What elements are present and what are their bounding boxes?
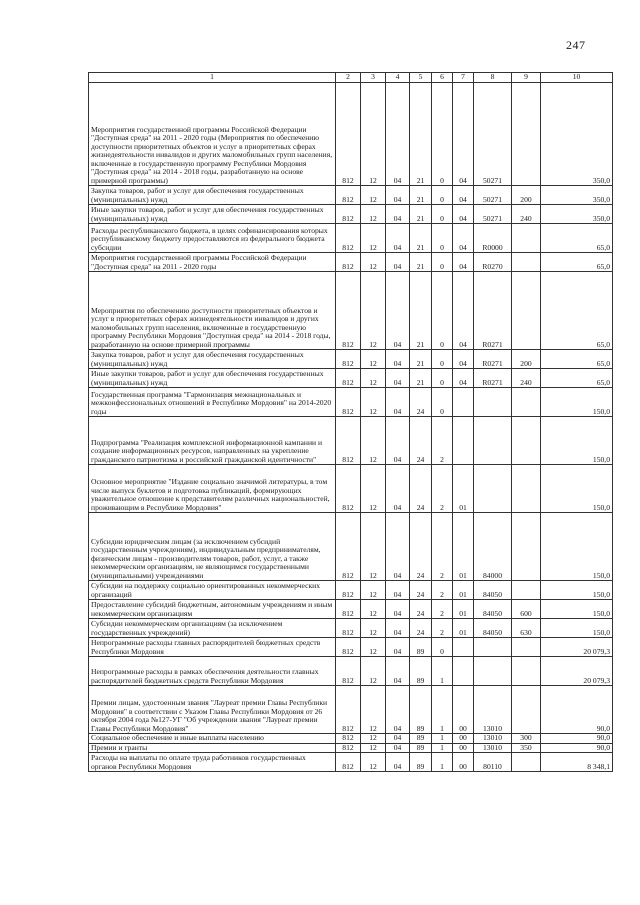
cell-subprogram: 1	[432, 734, 453, 744]
cell-program: 89	[410, 657, 432, 686]
table-row	[89, 753, 613, 772]
cell-program: 24	[410, 619, 432, 638]
cell-subprogram: 2	[432, 581, 453, 600]
cell-measure: 04	[453, 253, 474, 272]
cell-amount: 90,0	[541, 686, 613, 734]
cell-subsection: 04	[386, 272, 410, 350]
cell-expense-type	[512, 388, 541, 417]
cell-subsection: 04	[386, 686, 410, 734]
cell-section: 12	[361, 83, 386, 186]
cell-expense-type	[512, 224, 541, 253]
row-name: Основное мероприятие "Издание социально значимой литературы, в том числе выпуск буклетов и подготовка публикаций, формирующих уважительное отношение к представителям различных национальностей, проживающим в Республике Мордовия"	[89, 465, 336, 513]
cell-code: 812	[336, 272, 361, 350]
cell-measure: 04	[453, 350, 474, 369]
row-name: Закупка товаров, работ и услуг для обеспечения государственных (муниципальных) нужд	[89, 186, 336, 205]
cell-subsection: 04	[386, 350, 410, 369]
cell-code: 812	[336, 83, 361, 186]
table-row	[89, 638, 613, 657]
page-number: 247	[566, 38, 586, 52]
cell-expense-type: 300	[512, 734, 541, 744]
cell-direction	[474, 657, 512, 686]
cell-subprogram: 0	[432, 638, 453, 657]
cell-subprogram: 2	[432, 465, 453, 513]
cell-direction	[474, 388, 512, 417]
cell-section: 12	[361, 600, 386, 619]
cell-program: 24	[410, 600, 432, 619]
cell-expense-type	[512, 253, 541, 272]
cell-subsection: 04	[386, 753, 410, 772]
cell-subprogram: 0	[432, 205, 453, 224]
cell-section: 12	[361, 581, 386, 600]
cell-program: 24	[410, 388, 432, 417]
cell-subsection: 04	[386, 83, 410, 186]
cell-amount: 350,0	[541, 205, 613, 224]
cell-measure: 01	[453, 619, 474, 638]
cell-expense-type	[512, 83, 541, 186]
cell-amount: 350,0	[541, 186, 613, 205]
cell-subprogram: 0	[432, 253, 453, 272]
cell-subprogram: 2	[432, 619, 453, 638]
cell-expense-type	[512, 657, 541, 686]
cell-expense-type	[512, 272, 541, 350]
cell-code: 812	[336, 686, 361, 734]
row-name: Подпрограмма "Реализация комплексной информационной кампании и создание информационных ресурсов, направленных на укрепление гражданского патриотизма и российской гражданской идентичности"	[89, 417, 336, 465]
cell-direction: R0270	[474, 253, 512, 272]
cell-measure	[453, 638, 474, 657]
cell-section: 12	[361, 253, 386, 272]
cell-measure: 04	[453, 369, 474, 388]
column-header-5: 5	[410, 73, 432, 83]
cell-program: 21	[410, 186, 432, 205]
cell-direction: 50271	[474, 205, 512, 224]
cell-measure	[453, 388, 474, 417]
cell-section: 12	[361, 743, 386, 753]
row-name: Мероприятия по обеспечению доступности приоритетных объектов и услуг в приоритетных сферах жизнедеятельности инвалидов и других маломобильных групп населения, включенные в государственную программу Республики Мордовия "Доступная среда" на 2014 - 2018 годы, разработанную на основе примерной программы	[89, 272, 336, 350]
table-row	[89, 388, 613, 417]
row-name: Предоставление субсидий бюджетным, автономным учреждениям и иным некоммерческим организациям	[89, 600, 336, 619]
cell-code: 812	[336, 619, 361, 638]
cell-direction	[474, 465, 512, 513]
cell-amount: 8 348,1	[541, 753, 613, 772]
cell-subprogram: 1	[432, 657, 453, 686]
cell-amount: 150,0	[541, 581, 613, 600]
table-row	[89, 205, 613, 224]
column-header-10: 10	[541, 73, 613, 83]
cell-section: 12	[361, 369, 386, 388]
row-name: Премии лицам, удостоенным звания "Лауреат премии Главы Республики Мордовия" в соответствии с Указом Главы Республики Мордовия от 26 октября 2004 года №127-УГ "Об учреждении звания "Лауреат премии Главы Республики Мордовия"	[89, 686, 336, 734]
cell-subprogram: 0	[432, 186, 453, 205]
cell-section: 12	[361, 638, 386, 657]
cell-direction: 50271	[474, 186, 512, 205]
column-header-9: 9	[512, 73, 541, 83]
table-row	[89, 686, 613, 734]
table-row	[89, 369, 613, 388]
row-name: Расходы на выплаты по оплате труда работников государственных органов Республики Мордовия	[89, 753, 336, 772]
cell-subprogram: 0	[432, 369, 453, 388]
column-header-6: 6	[432, 73, 453, 83]
cell-direction	[474, 417, 512, 465]
cell-amount: 65,0	[541, 272, 613, 350]
cell-measure	[453, 657, 474, 686]
row-name: Непрограммные расходы главных распорядителей бюджетных средств Республики Мордовия	[89, 638, 336, 657]
cell-amount: 150,0	[541, 388, 613, 417]
cell-program: 89	[410, 638, 432, 657]
cell-measure: 04	[453, 83, 474, 186]
cell-subsection: 04	[386, 224, 410, 253]
cell-measure: 01	[453, 513, 474, 581]
cell-measure: 00	[453, 686, 474, 734]
cell-subsection: 04	[386, 743, 410, 753]
budget-table	[88, 72, 613, 772]
cell-subprogram: 0	[432, 83, 453, 186]
cell-measure: 01	[453, 465, 474, 513]
cell-program: 21	[410, 369, 432, 388]
cell-direction: 50271	[474, 83, 512, 186]
cell-direction: 13010	[474, 743, 512, 753]
table-row	[89, 581, 613, 600]
cell-section: 12	[361, 686, 386, 734]
table-row	[89, 83, 613, 186]
column-header-3: 3	[361, 73, 386, 83]
cell-measure: 00	[453, 734, 474, 744]
cell-subsection: 04	[386, 369, 410, 388]
cell-subprogram: 1	[432, 743, 453, 753]
cell-subprogram: 0	[432, 272, 453, 350]
cell-code: 812	[336, 369, 361, 388]
row-name: Мероприятия государственной программы Российской Федерации "Доступная среда" на 2011 - 2020 годы (Мероприятия по обеспечению доступности приоритетных объектов и услуг в приоритетных сферах жизнедеятельности инвалидов и других маломобильных групп населения, включенные в государственную программу Республики Мордовия "Доступная среда" на 2014 - 2018 годы, разработанную на основе примерной программы)	[89, 83, 336, 186]
table-row	[89, 657, 613, 686]
cell-code: 812	[336, 600, 361, 619]
cell-program: 24	[410, 581, 432, 600]
cell-expense-type	[512, 638, 541, 657]
cell-subprogram: 2	[432, 513, 453, 581]
cell-code: 812	[336, 224, 361, 253]
cell-expense-type	[512, 417, 541, 465]
table-row	[89, 743, 613, 753]
cell-measure: 04	[453, 224, 474, 253]
table-row	[89, 224, 613, 253]
cell-direction: R0271	[474, 369, 512, 388]
cell-program: 24	[410, 513, 432, 581]
cell-expense-type: 200	[512, 350, 541, 369]
table-row	[89, 619, 613, 638]
cell-subprogram: 2	[432, 600, 453, 619]
cell-program: 24	[410, 417, 432, 465]
table-row	[89, 417, 613, 465]
cell-code: 812	[336, 743, 361, 753]
column-header-2: 2	[336, 73, 361, 83]
cell-code: 812	[336, 734, 361, 744]
table-row	[89, 600, 613, 619]
column-header-8: 8	[474, 73, 512, 83]
cell-program: 21	[410, 272, 432, 350]
cell-section: 12	[361, 513, 386, 581]
column-header-4: 4	[386, 73, 410, 83]
cell-amount: 65,0	[541, 350, 613, 369]
cell-expense-type: 200	[512, 186, 541, 205]
cell-code: 812	[336, 657, 361, 686]
cell-section: 12	[361, 205, 386, 224]
cell-section: 12	[361, 350, 386, 369]
cell-section: 12	[361, 417, 386, 465]
cell-section: 12	[361, 224, 386, 253]
row-name: Непрограммные расходы в рамках обеспечения деятельности главных распорядителей бюджетных средств Республики Мордовия	[89, 657, 336, 686]
cell-expense-type	[512, 581, 541, 600]
cell-direction: R0000	[474, 224, 512, 253]
table-row	[89, 513, 613, 581]
cell-expense-type: 240	[512, 369, 541, 388]
table-row	[89, 253, 613, 272]
cell-section: 12	[361, 186, 386, 205]
cell-code: 812	[336, 465, 361, 513]
cell-subsection: 04	[386, 657, 410, 686]
cell-amount: 65,0	[541, 253, 613, 272]
cell-amount: 150,0	[541, 465, 613, 513]
cell-subsection: 04	[386, 186, 410, 205]
cell-subprogram: 0	[432, 388, 453, 417]
cell-program: 21	[410, 253, 432, 272]
row-name: Субсидии на поддержку социально ориентированных некоммерческих организаций	[89, 581, 336, 600]
cell-expense-type	[512, 465, 541, 513]
cell-direction: 84050	[474, 581, 512, 600]
table-row	[89, 350, 613, 369]
cell-direction: 84050	[474, 619, 512, 638]
cell-section: 12	[361, 753, 386, 772]
cell-section: 12	[361, 657, 386, 686]
cell-section: 12	[361, 734, 386, 744]
cell-expense-type: 600	[512, 600, 541, 619]
table-row	[89, 272, 613, 350]
cell-subsection: 04	[386, 600, 410, 619]
cell-direction: 84000	[474, 513, 512, 581]
cell-amount: 150,0	[541, 619, 613, 638]
cell-section: 12	[361, 272, 386, 350]
row-name: Расходы республиканского бюджета, в целях софинансирования которых республиканскому бюджету предоставляются из федерального бюджета субсидии	[89, 224, 336, 253]
row-name: Премии и гранты	[89, 743, 336, 753]
cell-subsection: 04	[386, 581, 410, 600]
table-row	[89, 734, 613, 744]
cell-subprogram: 1	[432, 753, 453, 772]
cell-direction: R0271	[474, 350, 512, 369]
cell-subsection: 04	[386, 619, 410, 638]
row-name: Иные закупки товаров, работ и услуг для обеспечения государственных (муниципальных) нужд	[89, 205, 336, 224]
cell-code: 812	[336, 638, 361, 657]
cell-measure: 01	[453, 600, 474, 619]
cell-section: 12	[361, 465, 386, 513]
cell-code: 812	[336, 417, 361, 465]
cell-code: 812	[336, 350, 361, 369]
cell-code: 812	[336, 205, 361, 224]
cell-expense-type: 630	[512, 619, 541, 638]
row-name: Социальное обеспечение и иные выплаты населению	[89, 734, 336, 744]
cell-expense-type: 240	[512, 205, 541, 224]
cell-program: 21	[410, 350, 432, 369]
cell-program: 24	[410, 465, 432, 513]
cell-measure: 04	[453, 272, 474, 350]
cell-direction: 13010	[474, 686, 512, 734]
cell-amount: 20 079,3	[541, 638, 613, 657]
cell-direction: R0271	[474, 272, 512, 350]
cell-measure: 04	[453, 186, 474, 205]
cell-direction: 13010	[474, 734, 512, 744]
cell-code: 812	[336, 253, 361, 272]
cell-subprogram: 2	[432, 417, 453, 465]
column-header-7: 7	[453, 73, 474, 83]
cell-amount: 90,0	[541, 743, 613, 753]
row-name: Субсидии юридическим лицам (за исключением субсидий государственным учреждениям), индивидуальным предпринимателям, физическим лицам - производителям товаров, работ, услуг, а также некоммерческим организациям, не являющимся государственными (муниципальными) учреждениями	[89, 513, 336, 581]
cell-measure: 00	[453, 743, 474, 753]
row-name: Закупка товаров, работ и услуг для обеспечения государственных (муниципальных) нужд	[89, 350, 336, 369]
cell-subprogram: 0	[432, 350, 453, 369]
cell-program: 21	[410, 83, 432, 186]
cell-subsection: 04	[386, 465, 410, 513]
cell-program: 89	[410, 753, 432, 772]
cell-amount: 65,0	[541, 369, 613, 388]
cell-program: 89	[410, 686, 432, 734]
column-header-1: 1	[89, 73, 336, 83]
row-name: Субсидии некоммерческим организациям (за исключением государственных учреждений)	[89, 619, 336, 638]
cell-expense-type	[512, 686, 541, 734]
cell-measure: 04	[453, 205, 474, 224]
cell-expense-type	[512, 513, 541, 581]
cell-subsection: 04	[386, 513, 410, 581]
cell-subsection: 04	[386, 205, 410, 224]
cell-section: 12	[361, 388, 386, 417]
cell-code: 812	[336, 513, 361, 581]
cell-subprogram: 1	[432, 686, 453, 734]
cell-program: 89	[410, 734, 432, 744]
cell-measure: 00	[453, 753, 474, 772]
cell-expense-type	[512, 753, 541, 772]
cell-amount: 90,0	[541, 734, 613, 744]
table-row	[89, 186, 613, 205]
cell-code: 812	[336, 186, 361, 205]
cell-direction: 80110	[474, 753, 512, 772]
row-name: Мероприятия государственной программы Российской Федерации "Доступная среда" на 2011 - 2020 годы	[89, 253, 336, 272]
cell-subsection: 04	[386, 388, 410, 417]
header-row	[89, 73, 613, 83]
cell-code: 812	[336, 388, 361, 417]
cell-amount: 65,0	[541, 224, 613, 253]
cell-measure: 01	[453, 581, 474, 600]
cell-program: 21	[410, 205, 432, 224]
cell-subsection: 04	[386, 734, 410, 744]
cell-amount: 20 079,3	[541, 657, 613, 686]
cell-expense-type: 350	[512, 743, 541, 753]
table-body	[89, 83, 613, 772]
cell-direction: 84050	[474, 600, 512, 619]
cell-subsection: 04	[386, 253, 410, 272]
cell-measure	[453, 417, 474, 465]
cell-amount: 150,0	[541, 600, 613, 619]
row-name: Иные закупки товаров, работ и услуг для обеспечения государственных (муниципальных) нужд	[89, 369, 336, 388]
table-row	[89, 465, 613, 513]
cell-section: 12	[361, 619, 386, 638]
cell-direction	[474, 638, 512, 657]
cell-subprogram: 0	[432, 224, 453, 253]
cell-program: 21	[410, 224, 432, 253]
cell-amount: 350,0	[541, 83, 613, 186]
cell-subsection: 04	[386, 417, 410, 465]
row-name: Государственная программа "Гармонизация межнациональных и межконфессиональных отношений в Республике Мордовия" на 2014-2020 годы	[89, 388, 336, 417]
cell-amount: 150,0	[541, 513, 613, 581]
cell-amount: 150,0	[541, 417, 613, 465]
cell-program: 89	[410, 743, 432, 753]
cell-code: 812	[336, 581, 361, 600]
cell-code: 812	[336, 753, 361, 772]
cell-subsection: 04	[386, 638, 410, 657]
